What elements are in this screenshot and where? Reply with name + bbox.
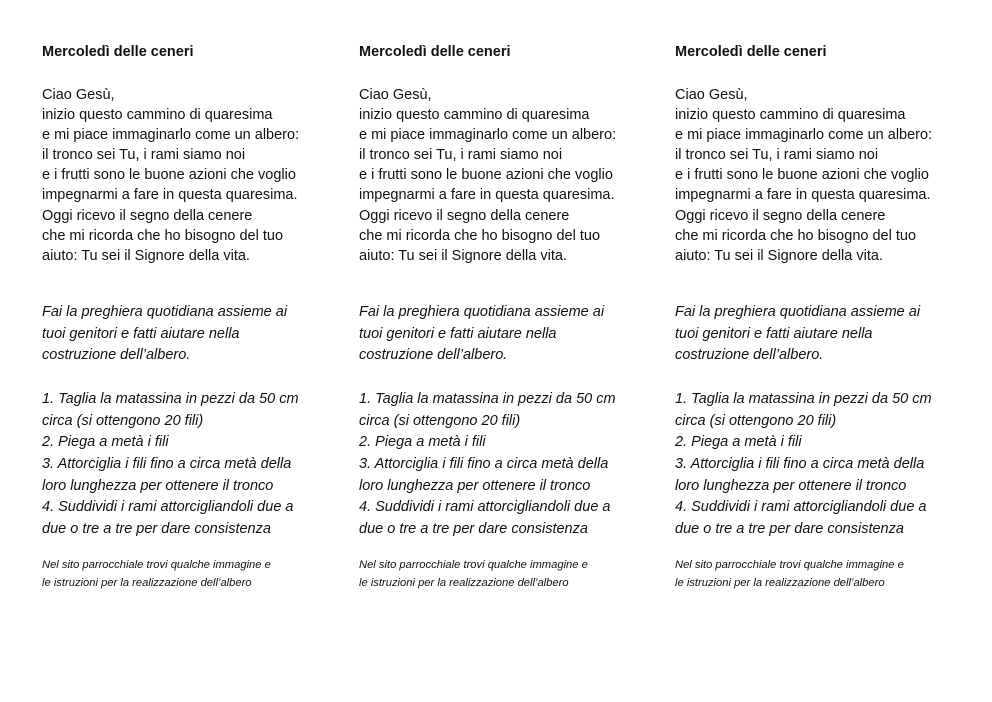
instructions-line: tuoi genitori e fatti aiutare nella bbox=[675, 325, 873, 342]
prayer-line: inizio questo cammino di quaresima bbox=[42, 107, 273, 124]
step-line: 4. Suddividi i rami attorcigliandoli due a bbox=[675, 499, 927, 516]
card-title: Mercoledì delle ceneri bbox=[42, 44, 194, 60]
footnote bbox=[675, 556, 965, 592]
instructions-line: tuoi genitori e fatti aiutare nella bbox=[42, 325, 240, 342]
footnote-line: le istruzioni per la realizzazione dell’albero bbox=[359, 577, 569, 590]
prayer-line: e mi piace immaginarlo come un albero: bbox=[675, 127, 933, 144]
step-line: circa (si ottengono 20 fili) bbox=[675, 412, 837, 429]
step-line: 2. Piega a metà i fili bbox=[675, 434, 802, 451]
prayer-line: e mi piace immaginarlo come un albero: bbox=[359, 127, 617, 144]
prayer-line: il tronco sei Tu, i rami siamo noi bbox=[42, 147, 246, 164]
prayer-text bbox=[42, 85, 332, 266]
step-line: 1. Taglia la matassina in pezzi da 50 cm bbox=[359, 391, 616, 408]
prayer-line: aiuto: Tu sei il Signore della vita. bbox=[359, 247, 567, 264]
prayer-line: Oggi ricevo il segno della cenere bbox=[42, 207, 253, 224]
step-line: circa (si ottengono 20 fili) bbox=[42, 412, 204, 429]
prayer-line: inizio questo cammino di quaresima bbox=[675, 107, 906, 124]
prayer-line: Oggi ricevo il segno della cenere bbox=[359, 207, 570, 224]
step-line: 2. Piega a metà i fili bbox=[359, 434, 486, 451]
step-line: loro lunghezza per ottenere il tronco bbox=[675, 477, 907, 494]
prayer-text bbox=[359, 85, 649, 266]
footnote-line: Nel sito parrocchiale trovi qualche immagine e bbox=[675, 559, 904, 572]
instructions-line: costruzione dell’albero. bbox=[42, 347, 191, 364]
prayer-line: inizio questo cammino di quaresima bbox=[359, 107, 590, 124]
footnote-line: le istruzioni per la realizzazione dell’albero bbox=[42, 577, 252, 590]
prayer-line: che mi ricorda che ho bisogno del tuo bbox=[42, 227, 284, 244]
prayer-line: aiuto: Tu sei il Signore della vita. bbox=[675, 247, 883, 264]
card-2 bbox=[359, 42, 649, 592]
prayer-line: Ciao Gesù, bbox=[42, 87, 115, 103]
instructions-line: Fai la preghiera quotidiana assieme ai bbox=[359, 303, 605, 320]
prayer-line: e i frutti sono le buone azioni che voglio bbox=[675, 167, 929, 184]
prayer-line: impegnarmi a fare in questa quaresima. bbox=[359, 187, 615, 204]
prayer-line: impegnarmi a fare in questa quaresima. bbox=[675, 187, 931, 204]
prayer-line: e i frutti sono le buone azioni che voglio bbox=[359, 167, 613, 184]
prayer-line: che mi ricorda che ho bisogno del tuo bbox=[359, 227, 601, 244]
step-line: 2. Piega a metà i fili bbox=[42, 434, 169, 451]
prayer-line: il tronco sei Tu, i rami siamo noi bbox=[359, 147, 563, 164]
prayer-line: e mi piace immaginarlo come un albero: bbox=[42, 127, 300, 144]
prayer-line: e i frutti sono le buone azioni che voglio bbox=[42, 167, 296, 184]
step-line: due o tre a tre per dare consistenza bbox=[675, 520, 904, 537]
footnote-line: Nel sito parrocchiale trovi qualche immagine e bbox=[42, 559, 271, 572]
prayer-line: aiuto: Tu sei il Signore della vita. bbox=[42, 247, 250, 264]
footnote-line: Nel sito parrocchiale trovi qualche immagine e bbox=[359, 559, 588, 572]
prayer-text bbox=[675, 85, 965, 266]
instructions-line: tuoi genitori e fatti aiutare nella bbox=[359, 325, 557, 342]
step-line: 4. Suddividi i rami attorcigliandoli due a bbox=[359, 499, 611, 516]
prayer-line: Ciao Gesù, bbox=[675, 87, 748, 103]
card-title: Mercoledì delle ceneri bbox=[675, 44, 827, 60]
prayer-line: il tronco sei Tu, i rami siamo noi bbox=[675, 147, 879, 164]
prayer-line: Oggi ricevo il segno della cenere bbox=[675, 207, 886, 224]
step-line: 3. Attorciglia i fili fino a circa metà della bbox=[359, 456, 609, 473]
step-line: due o tre a tre per dare consistenza bbox=[42, 520, 271, 537]
step-line: loro lunghezza per ottenere il tronco bbox=[42, 477, 274, 494]
footnote bbox=[42, 556, 332, 592]
steps-list bbox=[42, 389, 332, 540]
step-line: 3. Attorciglia i fili fino a circa metà della bbox=[42, 456, 292, 473]
prayer-line: che mi ricorda che ho bisogno del tuo bbox=[675, 227, 917, 244]
step-line: due o tre a tre per dare consistenza bbox=[359, 520, 588, 537]
prayer-line: impegnarmi a fare in questa quaresima. bbox=[42, 187, 298, 204]
instructions-line: Fai la preghiera quotidiana assieme ai bbox=[42, 303, 288, 320]
steps-list bbox=[675, 389, 965, 540]
footnote-line: le istruzioni per la realizzazione dell’albero bbox=[675, 577, 885, 590]
instructions-text bbox=[42, 302, 332, 367]
instructions-line: costruzione dell’albero. bbox=[359, 347, 508, 364]
step-line: 1. Taglia la matassina in pezzi da 50 cm bbox=[42, 391, 299, 408]
card-title: Mercoledì delle ceneri bbox=[359, 44, 511, 60]
card-1 bbox=[42, 42, 332, 592]
instructions-line: Fai la preghiera quotidiana assieme ai bbox=[675, 303, 921, 320]
instructions-text bbox=[675, 302, 965, 367]
footnote bbox=[359, 556, 649, 592]
step-line: circa (si ottengono 20 fili) bbox=[359, 412, 521, 429]
steps-list bbox=[359, 389, 649, 540]
card-3 bbox=[675, 42, 965, 592]
instructions-text bbox=[359, 302, 649, 367]
prayer-line: Ciao Gesù, bbox=[359, 87, 432, 103]
instructions-line: costruzione dell’albero. bbox=[675, 347, 824, 364]
step-line: 1. Taglia la matassina in pezzi da 50 cm bbox=[675, 391, 932, 408]
step-line: 4. Suddividi i rami attorcigliandoli due a bbox=[42, 499, 294, 516]
step-line: 3. Attorciglia i fili fino a circa metà della bbox=[675, 456, 925, 473]
step-line: loro lunghezza per ottenere il tronco bbox=[359, 477, 591, 494]
